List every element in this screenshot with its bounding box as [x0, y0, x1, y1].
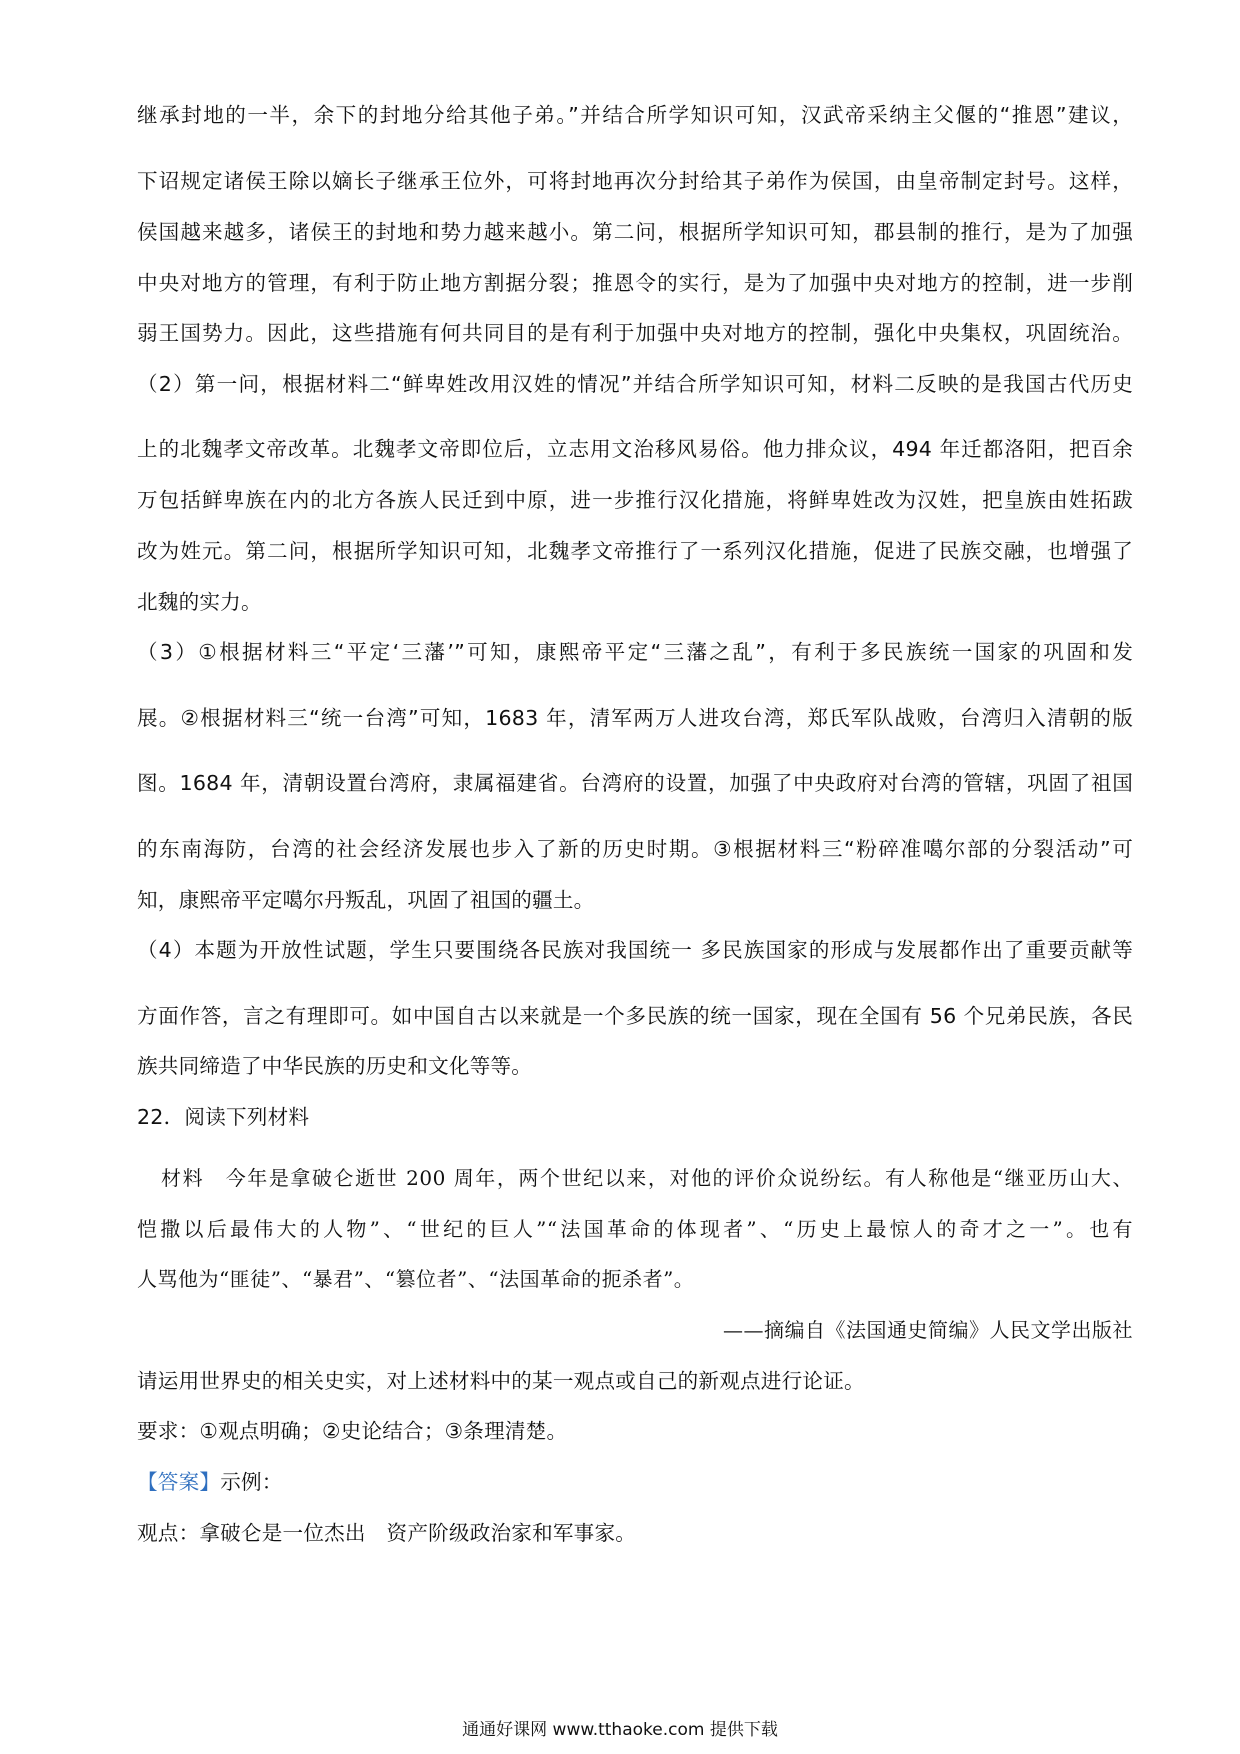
text-line: 下诏规定诸侯王除以嫡长子继承王位外，可将封地再次分封给其子弟作为侯国，由皇帝制定封号。这样， [137, 169, 1133, 193]
text-line: 弱王国势力。因此，这些措施有何共同目的是有利于加强中央对地方的控制，强化中央集权，巩固统治。 [137, 321, 1133, 345]
question-requirements: 要求：①观点明确；②史论结合；③条理清楚。 [137, 1419, 568, 1443]
text-line: （2）第一问，根据材料二“鲜卑姓改用汉姓的情况”并结合所学知识可知，材料二反映的是我国古代历史 [137, 372, 1133, 396]
question-title: 22．阅读下列材料 [137, 1105, 310, 1129]
text-line: 方面作答，言之有理即可。如中国自古以来就是一个多民族的统一国家，现在全国有 56 个兄弟民族，各民 [137, 1004, 1133, 1028]
material-line: 恺撒以后最伟大的人物”、“世纪的巨人”“法国革命的体现者”、“历史上最惊人的奇才之一”。也有 [137, 1217, 1133, 1241]
text-line: 知，康熙帝平定噶尔丹叛乱，巩固了祖国的疆土。 [137, 888, 595, 912]
text-line: 继承封地的一半，余下的封地分给其他子弟。”并结合所学知识可知，汉武帝采纳主父偃的“推恩”建议， [137, 103, 1133, 127]
question-prompt: 请运用世界史的相关史实，对上述材料中的某一观点或自己的新观点进行论证。 [137, 1369, 865, 1393]
text-line: 族共同缔造了中华民族的历史和文化等等。 [137, 1054, 533, 1078]
text-line: 北魏的实力。 [137, 590, 262, 614]
page-footer: 通通好课网 www.tthaoke.com 提供下载 [462, 1720, 778, 1740]
text-line: 图。1684 年，清朝设置台湾府，隶属福建省。台湾府的设置，加强了中央政府对台湾的管辖，巩固了祖国 [137, 771, 1133, 795]
text-line: （4）本题为开放性试题，学生只要围绕各民族对我国统一 多民族国家的形成与发展都作出了重要贡献等 [137, 938, 1133, 962]
answer-tag: 【答案】 [137, 1470, 221, 1494]
material-line: 人骂他为“匪徒”、“暴君”、“篡位者”、“法国革命的扼杀者”。 [137, 1267, 695, 1291]
text-line: 改为姓元。第二问，根据所学知识可知，北魏孝文帝推行了一系列汉化措施，促进了民族交融，也增强了 [137, 539, 1133, 563]
answer-line [137, 1467, 1133, 1497]
text-line: 中央对地方的管理，有利于防止地方割据分裂；推恩令的实行，是为了加强中央对地方的控制，进一步削 [137, 271, 1133, 295]
answer-text: 示例： [220, 1470, 283, 1494]
text-line: 展。②根据材料三“统一台湾”可知，1683 年，清军两万人进攻台湾，郑氏军队战败，台湾归入清朝的版 [137, 706, 1133, 730]
text-line: （3）①根据材料三“平定‘三藩’”可知，康熙帝平定“三藩之乱”，有利于多民族统一国家的巩固和发 [137, 640, 1133, 664]
material-source: ——摘编自《法国通史简编》人民文学出版社 [723, 1318, 1133, 1342]
text-line: 上的北魏孝文帝改革。北魏孝文帝即位后，立志用文治移风易俗。他力排众议，494 年迁都洛阳，把百余 [137, 437, 1133, 461]
text-line: 万包括鲜卑族在内的北方各族人民迁到中原，进一步推行汉化措施，将鲜卑姓改为汉姓，把皇族由姓拓跋 [137, 488, 1133, 512]
text-line: 的东南海防，台湾的社会经济发展也步入了新的历史时期。③根据材料三“粉碎准噶尔部的分裂活动”可 [137, 837, 1133, 861]
material-line: 材料 今年是拿破仑逝世 200 周年，两个世纪以来，对他的评价众说纷纭。有人称他是“继亚历山大、 [161, 1166, 1133, 1190]
text-line: 侯国越来越多，诸侯王的封地和势力越来越小。第二问，根据所学知识可知，郡县制的推行，是为了加强 [137, 220, 1133, 244]
viewpoint-line: 观点：拿破仑是一位杰出 资产阶级政治家和军事家。 [137, 1521, 637, 1545]
